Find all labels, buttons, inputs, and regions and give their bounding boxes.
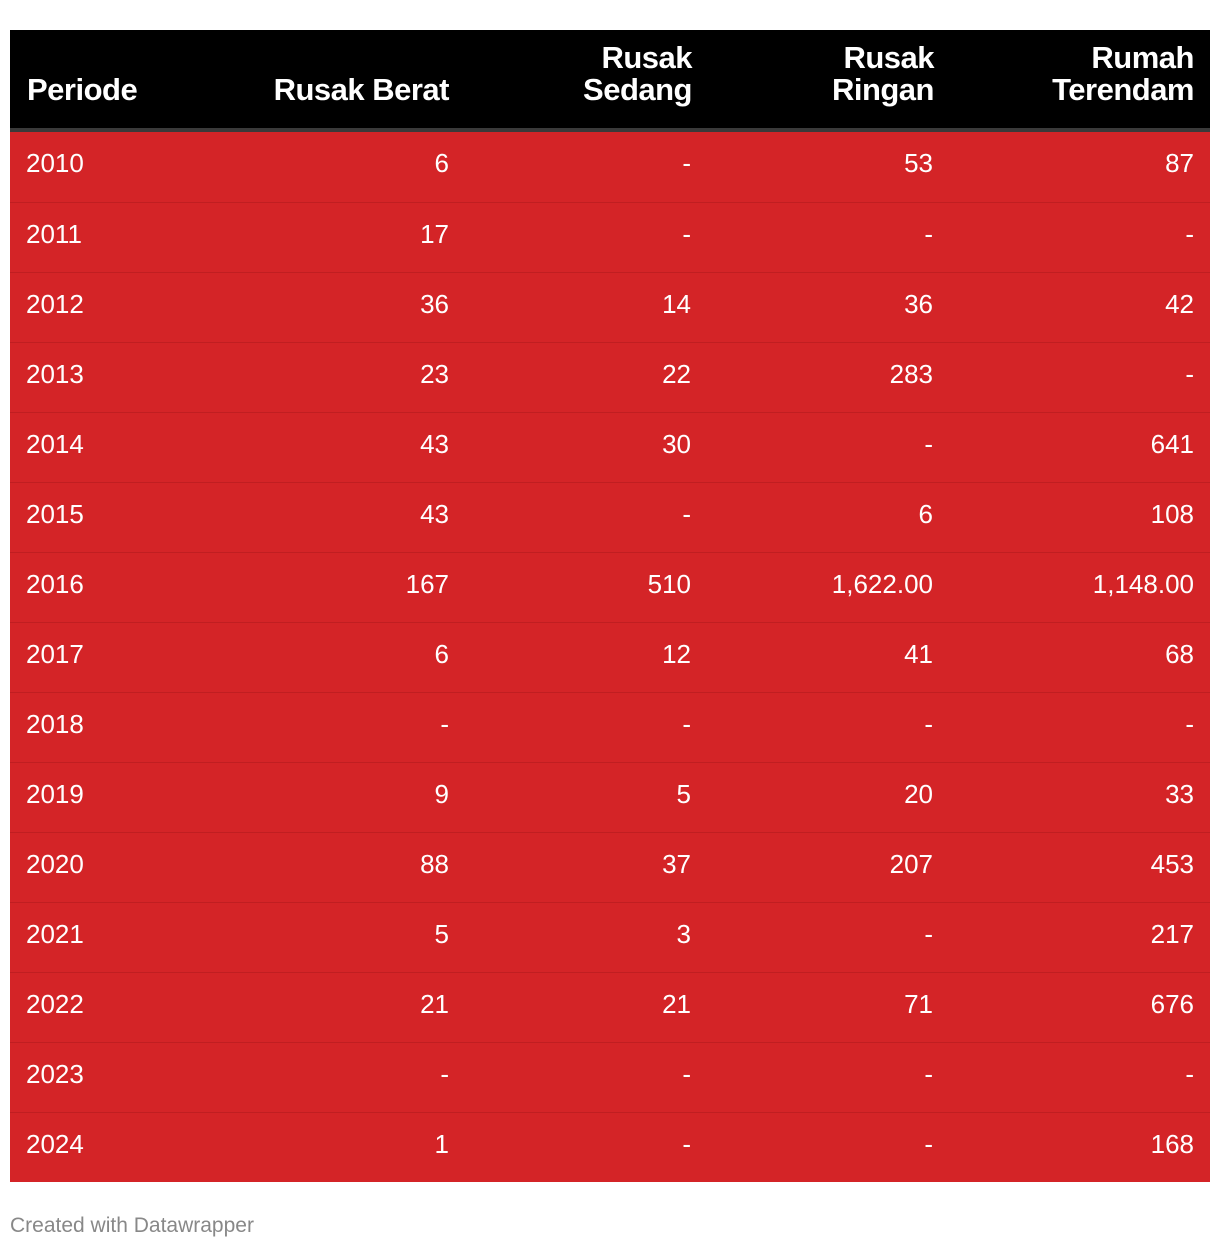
cell-rusak-ringan: 71	[904, 988, 933, 1019]
cell-periode: 2017	[26, 638, 84, 669]
table-row	[10, 132, 1210, 202]
cell-periode: 2014	[26, 428, 84, 459]
cell-rumah-terendam: 676	[1150, 988, 1194, 1019]
cell-rusak-ringan: 6	[918, 498, 933, 529]
cell-rusak-berat: 43	[420, 428, 449, 459]
cell-rumah-terendam: 168	[1150, 1128, 1194, 1159]
data-table-body	[10, 132, 1210, 1182]
column-header-line: Rusak	[843, 40, 934, 75]
cell-rusak-berat: 43	[420, 498, 449, 529]
table-body	[10, 132, 1210, 1182]
cell-rumah-terendam: 453	[1150, 848, 1194, 879]
table-header	[10, 30, 1210, 128]
table-row	[10, 202, 1210, 272]
cell-rumah-terendam: -	[1185, 218, 1194, 249]
cell-rusak-sedang: -	[682, 498, 691, 529]
cell-rusak-sedang: 21	[662, 988, 691, 1019]
cell-periode: 2020	[26, 848, 84, 879]
cell-periode: 2016	[26, 568, 84, 599]
table-row	[10, 272, 1210, 342]
table-row	[10, 692, 1210, 762]
cell-rusak-berat: 5	[434, 918, 449, 949]
column-header-line: Rusak Berat	[273, 72, 449, 107]
cell-rusak-sedang: -	[682, 708, 691, 739]
cell-rumah-terendam: 33	[1165, 778, 1194, 809]
cell-rumah-terendam: 641	[1150, 428, 1194, 459]
table-row	[10, 1042, 1210, 1112]
cell-rumah-terendam: 108	[1150, 498, 1194, 529]
cell-rusak-berat: 9	[434, 778, 449, 809]
column-header-rusak-sedang[interactable]	[450, 30, 692, 128]
cell-rusak-berat: 36	[420, 288, 449, 319]
cell-rusak-berat: 17	[420, 218, 449, 249]
table-row	[10, 412, 1210, 482]
cell-periode: 2022	[26, 988, 84, 1019]
column-header-line: Terendam	[1052, 72, 1194, 107]
cell-rusak-ringan: 1,622.00	[831, 568, 933, 599]
column-header-rusak-ringan[interactable]	[692, 30, 934, 128]
cell-rusak-sedang: 510	[647, 568, 691, 599]
cell-rusak-sedang: -	[682, 218, 691, 249]
column-header-rumah-terendam[interactable]	[934, 30, 1210, 128]
cell-rusak-ringan: -	[924, 1128, 933, 1159]
cell-rumah-terendam: -	[1185, 358, 1194, 389]
cell-rusak-berat: 167	[405, 568, 449, 599]
cell-rumah-terendam: 68	[1165, 638, 1194, 669]
cell-rusak-berat: 88	[420, 848, 449, 879]
table-row	[10, 482, 1210, 552]
cell-rusak-ringan: 20	[904, 778, 933, 809]
column-header-line: Ringan	[831, 72, 934, 107]
cell-periode: 2015	[26, 498, 84, 529]
cell-rusak-berat: 1	[434, 1128, 449, 1159]
cell-rumah-terendam: 42	[1165, 288, 1194, 319]
cell-rusak-sedang: 22	[662, 358, 691, 389]
cell-rusak-sedang: 12	[662, 638, 691, 669]
cell-rusak-sedang: -	[682, 1058, 691, 1089]
table-row	[10, 972, 1210, 1042]
data-table-container	[10, 30, 1210, 1182]
cell-periode: 2021	[26, 918, 84, 949]
cell-rusak-sedang: 14	[662, 288, 691, 319]
table-row	[10, 342, 1210, 412]
cell-periode: 2018	[26, 708, 84, 739]
table-row	[10, 622, 1210, 692]
header-row	[10, 30, 1210, 128]
cell-rusak-ringan: -	[924, 428, 933, 459]
column-header-rusak-berat[interactable]	[200, 30, 450, 128]
cell-rusak-sedang: -	[682, 1128, 691, 1159]
table-row	[10, 1112, 1210, 1182]
cell-rusak-ringan: 283	[889, 358, 933, 389]
cell-rusak-ringan: -	[924, 918, 933, 949]
cell-rumah-terendam: 1,148.00	[1092, 568, 1194, 599]
table-row	[10, 902, 1210, 972]
cell-rusak-berat: 6	[434, 148, 449, 178]
cell-rusak-sedang: 5	[676, 778, 691, 809]
cell-rusak-berat: 21	[420, 988, 449, 1019]
cell-rusak-ringan: 53	[904, 148, 933, 178]
data-table	[10, 30, 1210, 128]
cell-rusak-ringan: 36	[904, 288, 933, 319]
column-header-line: Rumah	[1091, 40, 1194, 75]
column-header-line: Periode	[27, 72, 138, 107]
cell-rusak-sedang: 30	[662, 428, 691, 459]
cell-rumah-terendam: -	[1185, 1058, 1194, 1089]
table-row	[10, 832, 1210, 902]
cell-rusak-berat: 23	[420, 358, 449, 389]
cell-rusak-ringan: 207	[889, 848, 933, 879]
cell-periode: 2024	[26, 1128, 84, 1159]
cell-rusak-ringan: -	[924, 218, 933, 249]
cell-periode: 2011	[26, 218, 82, 249]
cell-periode: 2019	[26, 778, 84, 809]
table-row	[10, 762, 1210, 832]
column-header-line: Rusak	[601, 40, 692, 75]
cell-rusak-berat: -	[440, 708, 449, 739]
datawrapper-credit: Created with Datawrapper	[10, 1214, 254, 1237]
cell-rusak-sedang: -	[682, 148, 691, 178]
cell-periode: 2012	[26, 288, 84, 319]
cell-rumah-terendam: 217	[1150, 918, 1194, 949]
table-row	[10, 552, 1210, 622]
cell-periode: 2010	[26, 148, 84, 178]
cell-rusak-sedang: 37	[662, 848, 691, 879]
cell-rusak-ringan: -	[924, 1058, 933, 1089]
cell-rusak-berat: -	[440, 1058, 449, 1089]
cell-rusak-ringan: 41	[904, 638, 933, 669]
cell-rumah-terendam: 87	[1165, 148, 1194, 178]
column-header-periode[interactable]	[10, 30, 200, 128]
cell-rusak-berat: 6	[434, 638, 449, 669]
column-header-line: Sedang	[583, 72, 692, 107]
cell-rumah-terendam: -	[1185, 708, 1194, 739]
cell-rusak-sedang: 3	[676, 918, 691, 949]
cell-periode: 2023	[26, 1058, 84, 1089]
cell-periode: 2013	[26, 358, 84, 389]
cell-rusak-ringan: -	[924, 708, 933, 739]
